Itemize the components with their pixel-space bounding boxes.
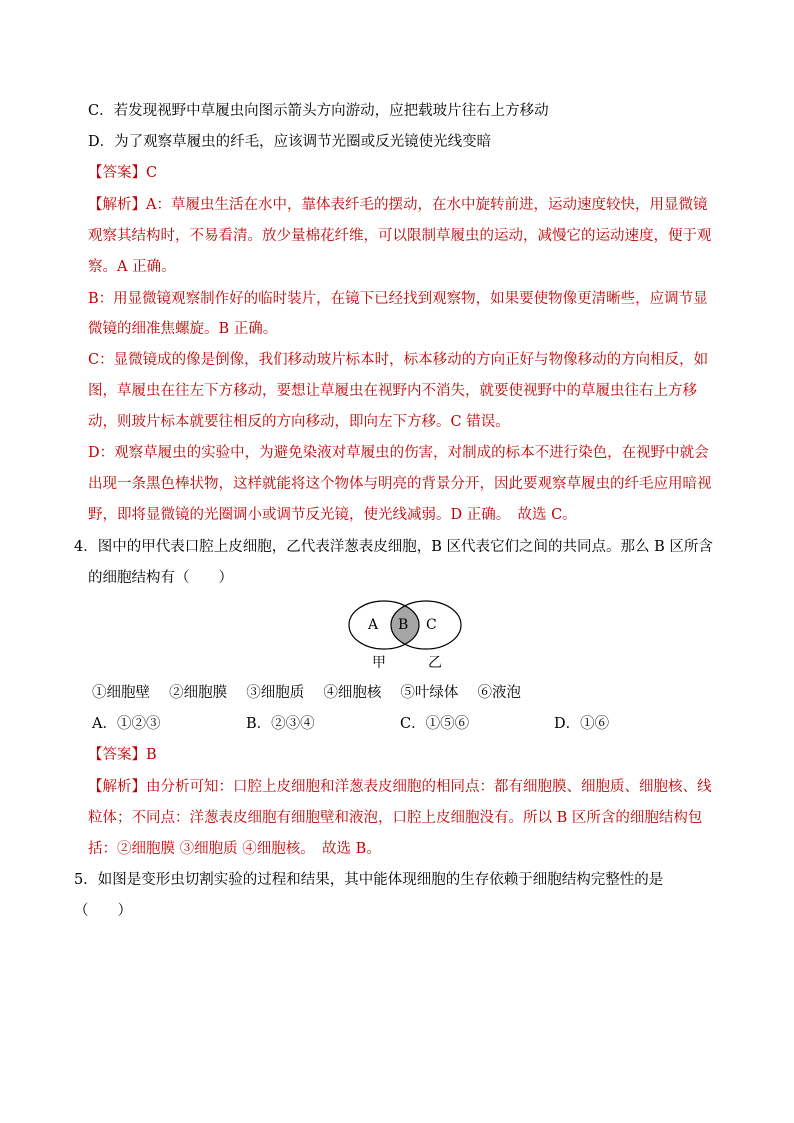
question-5-stem-line-2: （ ） xyxy=(74,903,132,919)
analysis-line-1 xyxy=(88,195,707,215)
answer-line xyxy=(88,745,157,765)
analysis-line: 微镜的细准焦螺旋。B 正确。 xyxy=(88,321,278,337)
answer-line xyxy=(88,163,157,183)
option-c: C．①⑤⑥ xyxy=(400,716,470,732)
question-5-stem-line-1: 5．如图是变形虫切割实验的过程和结果，其中能体现细胞的生存依赖于细胞结构完整性的是 xyxy=(74,872,664,888)
answer-value: B xyxy=(146,747,157,763)
analysis-line: 观察其结构时，不易看清。放少量棉花纤维，可以限制草履虫的运动，减慢它的运动速度，便于观 xyxy=(88,228,712,244)
analysis-line: 图，草履虫在往左下方移动，要想让草履虫在视野内不消失，就要使视野中的草履虫往右上方移 xyxy=(88,383,697,399)
analysis-line: B：用显微镜观察制作好的临时装片，在镜下已经找到观察物，如果要使物像更清晰些，应调节显 xyxy=(88,291,708,307)
analysis-line: C：显微镜成的像是倒像，我们移动玻片标本时，标本移动的方向正好与物像移动的方向相反，如 xyxy=(88,352,709,368)
question-4-stem-line-2: 的细胞结构有（ ） xyxy=(88,570,233,586)
answer-value: C xyxy=(146,165,158,181)
analysis-text: 由分析可知：口腔上皮细胞和洋葱表皮细胞的相同点：都有细胞膜、细胞质、细胞核、线 xyxy=(146,779,712,795)
analysis-tag: 【解析】 xyxy=(88,779,146,795)
option-b: B．②③④ xyxy=(246,716,315,732)
option-d: D．为了观察草履虫的纤毛，应该调节光圈或反光镜使光线变暗 xyxy=(88,134,492,150)
analysis-line: 粒体；不同点：洋葱表皮细胞有细胞壁和液泡，口腔上皮细胞没有。所以 B 区所含的细胞结构包 xyxy=(88,810,703,826)
analysis-line: 动，则玻片标本就要往相反的方向移动，即向左下方移。C 错误。 xyxy=(88,414,510,430)
venn-label-right: 乙 xyxy=(428,655,442,671)
structures-list: ①细胞壁 ②细胞膜 ③细胞质 ④细胞核 ⑤叶绿体 ⑥液泡 xyxy=(92,685,522,701)
venn-label-c: C xyxy=(426,617,437,633)
option-c: C．若发现视野中草履虫向图示箭头方向游动，应把载玻片往右上方移动 xyxy=(88,103,549,119)
analysis-tag: 【解析】 xyxy=(88,197,146,213)
venn-label-b: B xyxy=(398,617,409,633)
analysis-line: D：观察草履虫的实验中，为避免染液对草履虫的伤害，对制成的标本不进行染色，在视野中就会 xyxy=(88,445,709,461)
analysis-line: 出现一条黑色棒状物，这样就能将这个物体与明亮的背景分开，因此要观察草履虫的纤毛应用暗视 xyxy=(88,476,712,492)
venn-label-a: A xyxy=(368,617,379,633)
option-d: D．①⑥ xyxy=(554,716,610,732)
option-a: A．①②③ xyxy=(92,716,161,732)
answer-tag: 【答案】 xyxy=(88,747,146,763)
analysis-line: 察。A 正确。 xyxy=(88,259,176,275)
analysis-line: 括：②细胞膜 ③细胞质 ④细胞核。 故选 B。 xyxy=(88,841,381,857)
analysis-line-1 xyxy=(88,777,712,797)
question-4-stem-line-1: 4．图中的甲代表口腔上皮细胞，乙代表洋葱表皮细胞，B 区代表它们之间的共同点。那么 B 区所含 xyxy=(74,539,713,555)
analysis-text: A：草履虫生活在水中，靠体表纤毛的摆动，在水中旋转前进，运动速度较快，用显微镜 xyxy=(146,197,708,213)
venn-label-left: 甲 xyxy=(372,655,386,671)
answer-tag: 【答案】 xyxy=(88,165,146,181)
analysis-line: 野，即将显微镜的光圈调小或调节反光镜，使光线减弱。D 正确。 故选 C。 xyxy=(88,507,577,523)
